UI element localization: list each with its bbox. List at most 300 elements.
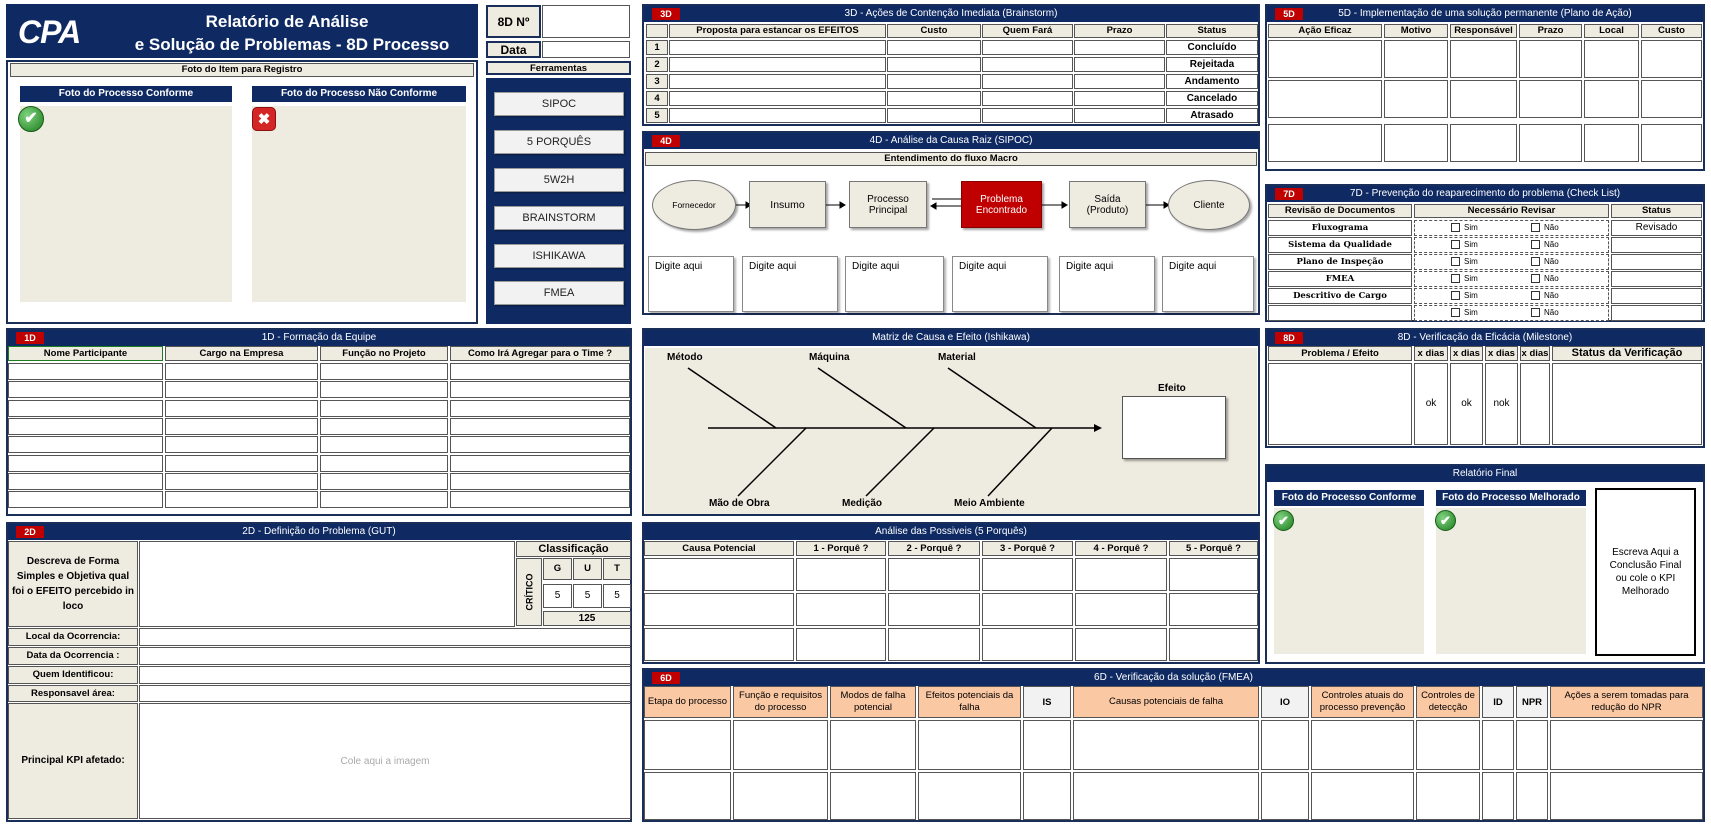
porques-cell[interactable] xyxy=(796,558,886,591)
checkbox-icon[interactable] xyxy=(1451,240,1460,249)
d6-cell[interactable] xyxy=(1516,720,1548,770)
d8-header-0: Problema / Efeito xyxy=(1268,346,1412,361)
d3-row-number: 2 xyxy=(646,57,668,72)
checkbox-icon[interactable] xyxy=(1451,223,1460,232)
check-icon-final-2: ✔ xyxy=(1435,510,1456,531)
porques-cell[interactable] xyxy=(796,628,886,661)
d5-cell[interactable] xyxy=(1450,40,1517,78)
d2-u-value[interactable]: 5 xyxy=(573,584,602,608)
d1-cell[interactable] xyxy=(8,418,163,435)
d5-header-1: Motivo xyxy=(1384,24,1448,38)
d1-cell[interactable] xyxy=(450,473,630,490)
tool-button-sipoc[interactable]: SIPOC xyxy=(494,92,624,116)
d7-sim-option[interactable] xyxy=(1451,289,1478,303)
checkbox-icon[interactable] xyxy=(1531,240,1540,249)
d3-row-number: 1 xyxy=(646,40,668,55)
ishikawa-efeito-label: Efeito xyxy=(1158,383,1186,394)
d2-local-field[interactable] xyxy=(139,628,631,646)
8d-number-field[interactable] xyxy=(542,5,630,38)
d2-g-value[interactable]: 5 xyxy=(543,584,572,608)
d1-cell[interactable] xyxy=(450,436,630,453)
tool-button-brainstorm[interactable]: BRAINSTORM xyxy=(494,206,624,230)
d7-nao-label: Não xyxy=(1544,291,1559,300)
section-2d-tag: 2D xyxy=(16,526,44,538)
porques-cell[interactable] xyxy=(888,558,980,591)
d7-doc: Plano de Inspeção xyxy=(1268,254,1412,270)
check-icon: ✔ xyxy=(18,106,44,132)
d5-cell[interactable] xyxy=(1641,124,1702,162)
d8-cell[interactable] xyxy=(1552,363,1702,445)
d7-nao-option[interactable] xyxy=(1531,255,1559,269)
d6-cell[interactable] xyxy=(1311,772,1414,820)
d2-g-label: G xyxy=(543,558,572,580)
d1-cell[interactable] xyxy=(8,363,163,380)
report-header xyxy=(6,4,478,58)
d3-row-number: 4 xyxy=(646,91,668,106)
d7-sim-label: Sim xyxy=(1464,291,1478,300)
porques-cell[interactable] xyxy=(644,593,794,626)
d8-milestone-value[interactable] xyxy=(1520,363,1550,445)
d3-cell[interactable] xyxy=(669,74,886,89)
sipoc-insumo: Insumo xyxy=(749,181,826,228)
d7-nao-option[interactable] xyxy=(1531,238,1559,252)
d1-cell[interactable] xyxy=(165,363,318,380)
d6-header-3: Efeitos potenciais da falha xyxy=(918,686,1021,718)
sipoc-processo-l2: Principal xyxy=(868,204,908,216)
ishikawa-medicao: Medição xyxy=(842,498,883,509)
sipoc-input-2[interactable]: Digite aqui xyxy=(742,256,838,312)
d7-nao-option[interactable] xyxy=(1531,289,1559,303)
d8-milestone-value[interactable]: ok xyxy=(1450,363,1483,445)
d3-row-number: 5 xyxy=(646,108,668,123)
d6-header-9: ID xyxy=(1482,686,1514,718)
d6-cell[interactable] xyxy=(1482,720,1514,770)
d8-milestone-value[interactable]: nok xyxy=(1485,363,1518,445)
d5-header-3: Prazo xyxy=(1519,24,1582,38)
d1-cell[interactable] xyxy=(450,363,630,380)
d1-cell[interactable] xyxy=(450,400,630,417)
d6-cell[interactable] xyxy=(1261,772,1309,820)
nao-conforme-photo-area[interactable] xyxy=(252,106,466,302)
d5-cell[interactable] xyxy=(1641,40,1702,78)
conforme-photo-title: Foto do Processo Conforme xyxy=(20,86,232,102)
d6-header-5: Causas potenciais de falha xyxy=(1073,686,1259,718)
d3-status[interactable]: Atrasado xyxy=(1166,108,1258,123)
final-melhorado-title: Foto do Processo Melhorado xyxy=(1436,490,1586,506)
d1-cell[interactable] xyxy=(165,491,318,508)
d3-cell[interactable] xyxy=(982,57,1073,72)
photo-section xyxy=(6,60,478,324)
d6-cell[interactable] xyxy=(1261,720,1309,770)
d7-sim-option[interactable] xyxy=(1451,238,1478,252)
section-1d-tag: 1D xyxy=(16,332,44,344)
d1-header-1: Cargo na Empresa xyxy=(165,346,318,361)
d6-cell[interactable] xyxy=(830,720,916,770)
d3-status[interactable]: Rejeitada xyxy=(1166,57,1258,72)
sipoc-cliente: Cliente xyxy=(1168,180,1250,230)
d3-cell[interactable] xyxy=(669,108,886,123)
d1-cell[interactable] xyxy=(165,473,318,490)
sipoc-saida-l1: Saída xyxy=(1094,193,1121,205)
d5-cell[interactable] xyxy=(1268,124,1382,162)
ishikawa-title: Matriz de Causa e Efeito (Ishikawa) xyxy=(644,330,1258,346)
d3-header-num xyxy=(646,24,668,38)
report-title-line2: e Solução de Problemas - 8D Processo xyxy=(134,35,450,54)
d7-header-2: Status xyxy=(1611,204,1702,218)
d1-cell[interactable] xyxy=(8,400,163,417)
section-8d-title xyxy=(1267,330,1703,346)
sipoc-fornecedor: Fornecedor xyxy=(652,180,736,230)
d6-cell[interactable] xyxy=(644,772,731,820)
d5-cell[interactable] xyxy=(1584,124,1639,162)
section-8d-title-text: 8D - Verificação da Eficácia (Milestone) xyxy=(1397,332,1573,343)
d3-cell[interactable] xyxy=(887,40,981,55)
d2-total-value: 125 xyxy=(543,611,631,626)
d3-cell[interactable] xyxy=(669,57,886,72)
d1-cell[interactable] xyxy=(8,491,163,508)
d2-kpi-label: Principal KPI afetado: xyxy=(8,703,138,819)
d1-cell[interactable] xyxy=(165,381,318,398)
d1-cell[interactable] xyxy=(320,455,448,472)
porques-cell[interactable] xyxy=(888,628,980,661)
porques-cell[interactable] xyxy=(1169,593,1258,626)
sipoc-input-1[interactable]: Digite aqui xyxy=(648,256,734,312)
d1-cell[interactable] xyxy=(8,381,163,398)
d2-critico-text: CRÍTICO xyxy=(524,573,534,611)
sipoc-processo-l1: Processo xyxy=(867,193,909,205)
d3-cell[interactable] xyxy=(1074,40,1165,55)
d1-header-2: Função no Projeto xyxy=(320,346,448,361)
d8-header-5: Status da Verificação xyxy=(1552,346,1702,361)
section-8d-tag: 8D xyxy=(1275,332,1303,344)
d5-cell[interactable] xyxy=(1519,80,1582,118)
d7-sim-option[interactable] xyxy=(1451,221,1478,235)
nao-conforme-photo-title: Foto do Processo Não Conforme xyxy=(252,86,466,102)
d5-cell[interactable] xyxy=(1268,40,1382,78)
d1-header-3: Como Irá Agregar para o Time ? xyxy=(450,346,630,361)
d6-cell[interactable] xyxy=(918,720,1021,770)
d5-cell[interactable] xyxy=(1384,80,1448,118)
d7-header-1: Necessário Revisar xyxy=(1414,204,1609,218)
d6-cell[interactable] xyxy=(1073,720,1259,770)
d6-header-0: Etapa do processo xyxy=(644,686,731,718)
d3-header-0: Proposta para estancar os EFEITOS xyxy=(669,24,886,38)
d2-u-label: U xyxy=(573,558,602,580)
section-6d-title xyxy=(644,670,1703,686)
d5-cell[interactable] xyxy=(1641,80,1702,118)
checkbox-icon[interactable] xyxy=(1451,291,1460,300)
porques-header-2: 2 - Porquê ? xyxy=(888,541,980,556)
d1-cell[interactable] xyxy=(8,473,163,490)
sipoc-processo xyxy=(849,181,927,228)
cpa-logo: CPA xyxy=(18,14,81,50)
final-conforme-area[interactable] xyxy=(1274,508,1424,654)
section-3d-title-text: 3D - Ações de Contenção Imediata (Brainstorm) xyxy=(844,8,1058,19)
d7-nao-label: Não xyxy=(1544,274,1559,283)
d6-cell[interactable] xyxy=(1516,772,1548,820)
porques-cell[interactable] xyxy=(982,558,1073,591)
sipoc-saida xyxy=(1069,181,1146,228)
d3-cell[interactable] xyxy=(669,40,886,55)
d7-revisar xyxy=(1414,254,1609,270)
d6-cell[interactable] xyxy=(733,720,828,770)
d6-cell[interactable] xyxy=(1550,772,1703,820)
sipoc-input-6[interactable]: Digite aqui xyxy=(1162,256,1254,312)
photo-section-title: Foto do Item para Registro xyxy=(10,63,474,77)
section-4d-title-text: 4D - Análise da Causa Raiz (SIPOC) xyxy=(869,135,1033,146)
d8-header-4: x dias xyxy=(1521,348,1549,359)
section-3d-tag: 3D xyxy=(652,8,680,20)
d3-cell[interactable] xyxy=(669,91,886,106)
porques-cell[interactable] xyxy=(796,593,886,626)
d3-cell[interactable] xyxy=(1074,57,1165,72)
section-4d-tag: 4D xyxy=(652,135,680,147)
checkbox-icon[interactable] xyxy=(1531,223,1540,232)
d2-local-label: Local da Ocorrencia: xyxy=(8,628,138,646)
d2-t-value[interactable]: 5 xyxy=(603,584,631,608)
d1-cell[interactable] xyxy=(165,400,318,417)
d2-descreva-label xyxy=(8,541,138,627)
d3-cell[interactable] xyxy=(982,40,1073,55)
d7-nao-label: Não xyxy=(1544,223,1559,232)
porques-cell[interactable] xyxy=(888,593,980,626)
d7-sim-label: Sim xyxy=(1464,240,1478,249)
d3-status[interactable]: Concluído xyxy=(1166,40,1258,55)
d1-cell[interactable] xyxy=(320,400,448,417)
d3-row-number: 3 xyxy=(646,74,668,89)
date-field[interactable] xyxy=(542,41,630,58)
d3-cell[interactable] xyxy=(1074,91,1165,106)
section-5d-title xyxy=(1267,6,1703,22)
d1-cell[interactable] xyxy=(320,491,448,508)
d1-cell[interactable] xyxy=(320,418,448,435)
ishikawa-mao-obra: Mão de Obra xyxy=(709,498,770,509)
d7-sim-label: Sim xyxy=(1464,257,1478,266)
section-6d-tag: 6D xyxy=(652,672,680,684)
d1-cell[interactable] xyxy=(450,491,630,508)
porques-cell[interactable] xyxy=(1075,628,1167,661)
d8-milestone-value[interactable]: ok xyxy=(1414,363,1448,445)
d3-cell[interactable] xyxy=(1074,74,1165,89)
report-title-line1: Relatório de Análise xyxy=(205,12,369,31)
checkbox-icon[interactable] xyxy=(1451,257,1460,266)
d3-cell[interactable] xyxy=(982,74,1073,89)
ishikawa-meio-ambiente: Meio Ambiente xyxy=(954,498,1025,509)
d1-cell[interactable] xyxy=(450,418,630,435)
d6-cell[interactable] xyxy=(1023,720,1071,770)
d6-cell[interactable] xyxy=(1073,772,1259,820)
d3-cell[interactable] xyxy=(887,108,981,123)
d2-quem-label: Quem Identificou: xyxy=(8,666,138,684)
d7-sim-option[interactable] xyxy=(1451,272,1478,286)
d7-sim-option[interactable] xyxy=(1451,306,1478,320)
d7-revisar xyxy=(1414,237,1609,253)
d3-header-4: Status xyxy=(1166,24,1258,38)
checkbox-icon[interactable] xyxy=(1531,308,1540,317)
d7-nao-option[interactable] xyxy=(1531,272,1559,286)
d6-header-8: Controles de detecção xyxy=(1416,686,1480,718)
d1-cell[interactable] xyxy=(320,381,448,398)
checkbox-icon[interactable] xyxy=(1531,274,1540,283)
d3-cell[interactable] xyxy=(982,91,1073,106)
porques-cell[interactable] xyxy=(982,593,1073,626)
d7-nao-option[interactable] xyxy=(1531,306,1559,320)
d5-cell[interactable] xyxy=(1384,40,1448,78)
d6-header-10: NPR xyxy=(1516,686,1548,718)
ishikawa-maquina: Máquina xyxy=(809,352,850,363)
d2-data-label: Data da Ocorrencia : xyxy=(8,647,138,665)
d2-kpi-image-area[interactable] xyxy=(139,703,631,819)
checkbox-icon[interactable] xyxy=(1451,274,1460,283)
d5-cell[interactable] xyxy=(1519,40,1582,78)
d7-status[interactable]: Revisado xyxy=(1611,220,1702,236)
porques-header-4: 4 - Porquê ? xyxy=(1075,541,1167,556)
final-melhorado-area[interactable] xyxy=(1436,508,1586,654)
d1-cell[interactable] xyxy=(165,455,318,472)
porques-cell[interactable] xyxy=(1169,558,1258,591)
section-1d-title-text: 1D - Formação da Equipe xyxy=(261,332,377,343)
d7-nao-label: Não xyxy=(1544,240,1559,249)
porques-cell[interactable] xyxy=(982,628,1073,661)
d7-sim-label: Sim xyxy=(1464,274,1478,283)
d2-critico-label xyxy=(516,558,542,626)
d7-status[interactable] xyxy=(1611,288,1702,304)
d7-nao-label: Não xyxy=(1544,308,1559,317)
conforme-photo-area[interactable] xyxy=(20,106,232,302)
d8-header-1: x dias xyxy=(1414,346,1448,361)
ishikawa-efeito-box[interactable] xyxy=(1122,396,1226,459)
d7-doc: Fluxograma xyxy=(1268,220,1412,236)
sipoc-problema-l2: Encontrado xyxy=(975,204,1028,216)
d2-classificacao-label: Classificação xyxy=(516,541,631,557)
d5-cell[interactable] xyxy=(1584,80,1639,118)
section-6d-title-text: 6D - Verificação da solução (FMEA) xyxy=(1094,672,1253,683)
d6-cell[interactable] xyxy=(644,720,731,770)
d3-header-2: Quem Fará xyxy=(982,24,1073,38)
d7-status[interactable] xyxy=(1611,305,1702,321)
d1-cell[interactable] xyxy=(450,381,630,398)
porques-cell[interactable] xyxy=(1075,558,1167,591)
final-conclusao[interactable]: Escreva Aqui a Conclusão Final ou cole o KPI Melhorado xyxy=(1595,488,1696,656)
porques-header-5: 5 - Porquê ? xyxy=(1169,541,1258,556)
d2-descreva-field[interactable] xyxy=(139,541,515,627)
d7-status[interactable] xyxy=(1611,237,1702,253)
d1-cell[interactable] xyxy=(320,473,448,490)
d3-status[interactable]: Andamento xyxy=(1166,74,1258,89)
d5-cell[interactable] xyxy=(1584,40,1639,78)
d5-header-4: Local xyxy=(1584,24,1639,38)
d2-quem-field[interactable] xyxy=(139,666,631,684)
porques-cell[interactable] xyxy=(644,558,794,591)
close-icon: ✖ xyxy=(252,107,276,131)
checkbox-icon[interactable] xyxy=(1531,257,1540,266)
d7-status[interactable] xyxy=(1611,254,1702,270)
d3-cell[interactable] xyxy=(1074,108,1165,123)
d7-nao-label: Não xyxy=(1544,257,1559,266)
check-icon-final-1: ✔ xyxy=(1273,510,1294,531)
d3-cell[interactable] xyxy=(982,108,1073,123)
porques-cell[interactable] xyxy=(644,628,794,661)
d5-header-0: Ação Eficaz xyxy=(1268,24,1382,38)
d6-cell[interactable] xyxy=(1416,772,1480,820)
d7-revisar xyxy=(1414,305,1609,321)
checkbox-icon[interactable] xyxy=(1451,308,1460,317)
sipoc-input-4[interactable]: Digite aqui xyxy=(952,256,1048,312)
d5-cell[interactable] xyxy=(1450,124,1517,162)
porques-header-1: 1 - Porquê ? xyxy=(796,541,886,556)
tool-button-ishikawa[interactable]: ISHIKAWA xyxy=(494,244,624,268)
d5-cell[interactable] xyxy=(1384,124,1448,162)
d6-cell[interactable] xyxy=(1482,772,1514,820)
d3-cell[interactable] xyxy=(887,57,981,72)
sipoc-saida-l2: (Produto) xyxy=(1086,204,1129,216)
tool-button-5w2h[interactable]: 5W2H xyxy=(494,168,624,192)
sipoc-input-5[interactable]: Digite aqui xyxy=(1059,256,1155,312)
d6-cell[interactable] xyxy=(1023,772,1071,820)
d7-sim-option[interactable] xyxy=(1451,255,1478,269)
d7-status[interactable] xyxy=(1611,271,1702,287)
d1-cell[interactable] xyxy=(450,455,630,472)
porques-cell[interactable] xyxy=(1169,628,1258,661)
section-7d-tag: 7D xyxy=(1275,188,1303,200)
d6-cell[interactable] xyxy=(918,772,1021,820)
ishikawa-metodo: Método xyxy=(667,352,703,363)
d1-cell[interactable] xyxy=(165,436,318,453)
d3-cell[interactable] xyxy=(887,91,981,106)
d6-cell[interactable] xyxy=(1416,720,1480,770)
d1-cell[interactable] xyxy=(165,418,318,435)
d3-status[interactable]: Cancelado xyxy=(1166,91,1258,106)
d6-cell[interactable] xyxy=(1311,720,1414,770)
d2-resp-label: Responsavel área: xyxy=(8,685,138,702)
d1-cell[interactable] xyxy=(320,363,448,380)
d1-cell[interactable] xyxy=(8,455,163,472)
final-conforme-title: Foto do Processo Conforme xyxy=(1274,490,1424,506)
d1-cell[interactable] xyxy=(8,436,163,453)
d7-revisar xyxy=(1414,271,1609,287)
d5-cell[interactable] xyxy=(1450,80,1517,118)
tool-button-fmea[interactable]: FMEA xyxy=(494,281,624,305)
d2-resp-field[interactable] xyxy=(139,685,631,702)
d6-cell[interactable] xyxy=(830,772,916,820)
d5-cell[interactable] xyxy=(1268,80,1382,118)
section-3d-title xyxy=(644,6,1258,22)
d2-data-field[interactable] xyxy=(139,647,631,665)
checkbox-icon[interactable] xyxy=(1531,291,1540,300)
d3-header-1: Custo xyxy=(887,24,981,38)
d5-cell[interactable] xyxy=(1519,124,1582,162)
d7-nao-option[interactable] xyxy=(1531,221,1559,235)
sipoc-input-3[interactable]: Digite aqui xyxy=(845,256,944,312)
d7-sim-label: Sim xyxy=(1464,308,1478,317)
d8-header-3: x dias xyxy=(1485,346,1518,361)
final-title: Relatório Final xyxy=(1267,466,1703,482)
porques-header-0: Causa Potencial xyxy=(644,541,794,556)
d5-header-5: Custo xyxy=(1641,24,1702,38)
d6-cell[interactable] xyxy=(733,772,828,820)
d1-cell[interactable] xyxy=(320,436,448,453)
date-label: Data xyxy=(486,41,541,58)
d7-doc: Descritivo de Cargo xyxy=(1268,288,1412,304)
d8-cell[interactable] xyxy=(1268,363,1412,445)
section-2d-title-text: 2D - Definição do Problema (GUT) xyxy=(242,526,396,537)
d6-cell[interactable] xyxy=(1550,720,1703,770)
porques-cell[interactable] xyxy=(1075,593,1167,626)
d3-cell[interactable] xyxy=(887,74,981,89)
d7-doc xyxy=(1268,305,1412,321)
d6-header-2: Modos de falha potencial xyxy=(830,686,916,718)
tool-button-5-porques[interactable]: 5 PORQUÊS xyxy=(494,130,624,154)
